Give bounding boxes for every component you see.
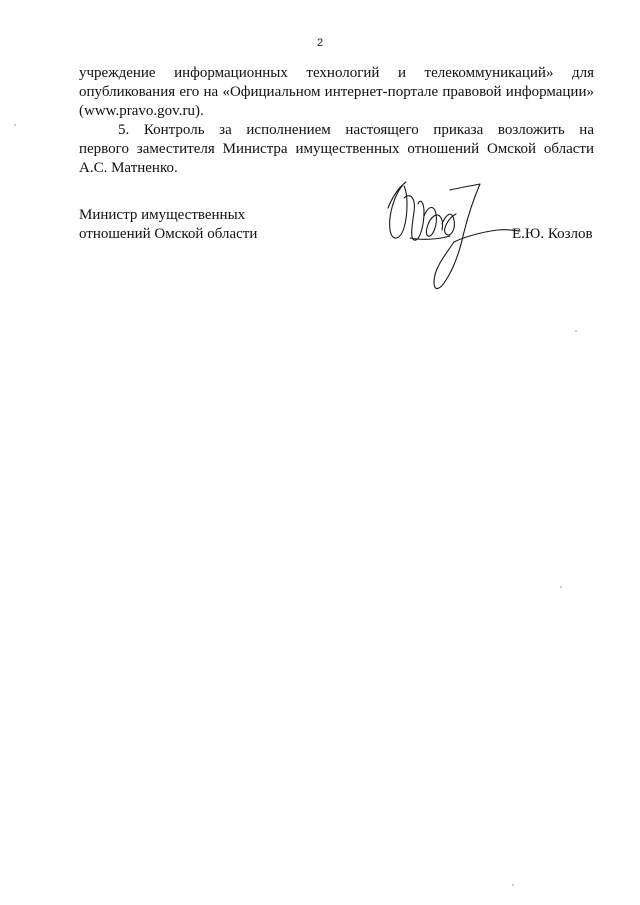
- text-line: учреждение информационных технологий и телекоммуникаций» для: [79, 65, 594, 81]
- text-line: 5. Контроль за исполнением настоящего приказа возложить на: [118, 122, 594, 138]
- signatory-name: Е.Ю. Козлов: [512, 226, 593, 242]
- scan-speck: [560, 586, 562, 588]
- page-number: 2: [316, 37, 324, 49]
- text-line: опубликования его на «Официальном интернет-портале правовой информации»: [79, 84, 594, 100]
- position-line: Министр имущественных: [79, 207, 246, 223]
- text-line: А.С. Матненко.: [79, 160, 178, 176]
- signatory-position: [79, 206, 257, 244]
- handwritten-signature: [380, 168, 525, 303]
- scan-speck: [512, 884, 514, 886]
- text-line: (www.pravo.gov.ru).: [79, 103, 204, 119]
- scan-speck: [575, 330, 577, 332]
- text-line: первого заместителя Министра имущественных отношений Омской области: [79, 141, 594, 157]
- position-line: отношений Омской области: [79, 226, 258, 242]
- paragraph-continued: [79, 64, 594, 121]
- document-body: [79, 64, 594, 178]
- scan-speck: [14, 124, 16, 126]
